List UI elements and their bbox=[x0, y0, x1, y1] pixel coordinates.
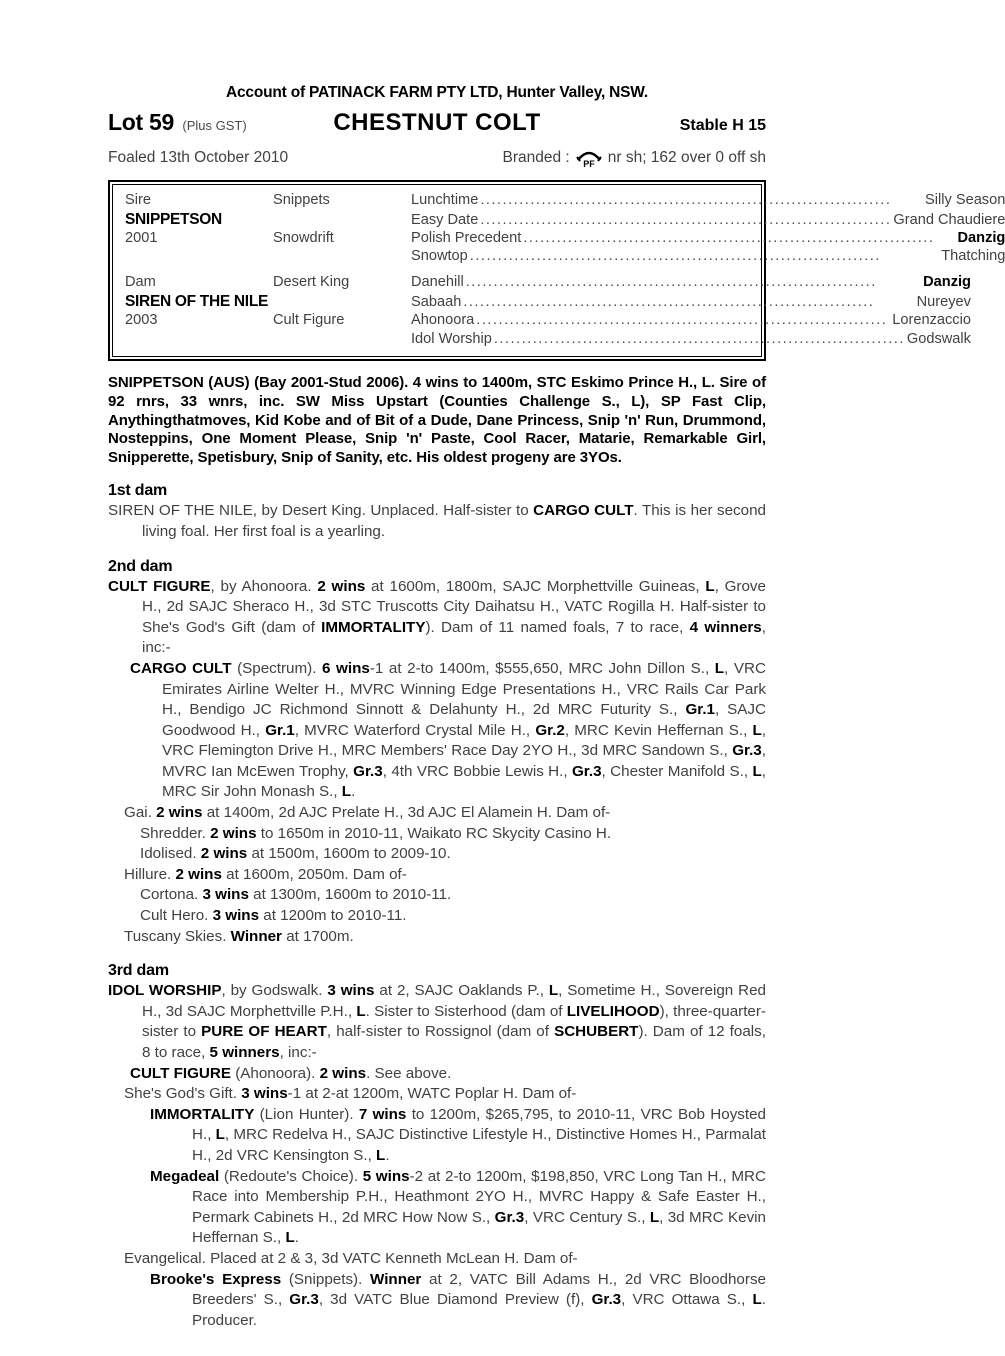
great-grandsire-name: Lorenzaccio bbox=[892, 311, 971, 328]
pedigree-parent-name: Snippets bbox=[273, 192, 330, 208]
svg-text:PF: PF bbox=[582, 159, 595, 169]
bold-text-run: SNIPPETSON (AUS) (Bay 2001-Stud 2006). 4 wins to 1400m, STC Eskimo Prince H., L. Sire of 92 rnrs, 33 wnrs, inc. SW Miss Upstart (Counties Challenge S., L), SP Fast Clip, Anythingthatmoves, Kid Kobe and of Bit of a Dude, Dane Princess, Snip 'n' Run, Drummond, Nosteppins, One Moment Please, Snip 'n' Paste, Cool Racer, Matarie, Remarkable Girl, Snipperette, Spetisbury, Snip of Sanity, etc. His oldest progeny are 3YOs. bbox=[108, 374, 766, 466]
text-run: , by Godswalk. bbox=[221, 982, 328, 1000]
pedigree-text-paragraph bbox=[108, 1084, 766, 1105]
pedigree-ancestor-line bbox=[411, 212, 1005, 228]
text-run: at 1700m. bbox=[281, 927, 354, 945]
text-run: , Chester Manifold S., bbox=[601, 762, 753, 780]
bold-text-run: L bbox=[649, 1208, 660, 1226]
bold-text-run: L bbox=[752, 721, 762, 739]
pedigree-text-paragraph bbox=[108, 577, 766, 659]
text-run: at 1400m, 2d AJC Prelate H., 3d AJC El Alamein H. Dam of- bbox=[202, 804, 611, 822]
text-run: Hillure. bbox=[124, 865, 176, 883]
great-grandsire-name: Silly Season bbox=[925, 192, 1005, 208]
pedigree-parent-name: Desert King bbox=[273, 274, 350, 291]
pedigree-ancestor-line bbox=[411, 294, 971, 310]
text-run: , MRC Sir John Monash S., bbox=[162, 762, 766, 801]
text-run: to 1650m in 2010-11, Waikato RC Skycity Casino H. bbox=[256, 824, 612, 842]
branded-group bbox=[503, 146, 766, 170]
foaled-date: Foaled 13th October 2010 bbox=[108, 149, 289, 166]
text-run: (Spectrum). bbox=[231, 659, 323, 677]
pedigree-ancestor-line bbox=[411, 192, 1005, 208]
pedigree-block-sire bbox=[125, 192, 1005, 267]
text-run: , 3d MRC Kevin Heffernan S., bbox=[192, 1208, 766, 1247]
bold-text-run: Gr.3 bbox=[289, 1291, 319, 1309]
great-grandsire-name: Godswalk bbox=[906, 330, 971, 347]
foaled-branded-row bbox=[108, 146, 766, 170]
grandsire-name: Idol Worship bbox=[411, 330, 492, 347]
pedigree-parent-name: Cult Figure bbox=[273, 311, 345, 328]
bold-text-run: L bbox=[548, 982, 559, 1000]
grandsire-name: Sabaah bbox=[411, 293, 462, 310]
branded-label: Branded : bbox=[502, 149, 570, 166]
text-run: Tuscany Skies. bbox=[124, 927, 231, 945]
bold-text-run: Gr.3 bbox=[353, 762, 383, 780]
pedigree-text-paragraph bbox=[108, 906, 766, 927]
text-run: Cult Hero. bbox=[140, 907, 213, 925]
bold-text-run: 2 wins bbox=[200, 845, 248, 863]
text-run: , VRC Flemington Drive H., MRC Members' Race Day 2YO H., 3d MRC Sandown S., bbox=[162, 721, 767, 760]
pedigree-text-paragraph bbox=[108, 501, 766, 542]
sire-summary-paragraph bbox=[108, 374, 766, 467]
great-grandsire-name: Thatching bbox=[941, 248, 1005, 265]
bold-text-run: Gr.2 bbox=[535, 721, 565, 739]
bold-text-run: L bbox=[356, 1002, 366, 1020]
stable-number: Stable H 15 bbox=[679, 117, 766, 134]
grandsire-name: Lunchtime bbox=[411, 192, 479, 208]
grandsire-name: Polish Precedent bbox=[411, 229, 522, 246]
bold-text-run: SCHUBERT bbox=[554, 1023, 639, 1041]
account-line: Account of PATINACK FARM PTY LTD, Hunter Valley, NSW. bbox=[226, 84, 648, 101]
text-run: Shredder. bbox=[140, 824, 211, 842]
bold-text-run: Winner bbox=[230, 927, 282, 945]
pedigree-role-label: Dam bbox=[125, 274, 156, 291]
bold-text-run: Gr.1 bbox=[265, 721, 295, 739]
bold-text-run: 7 wins bbox=[358, 1105, 407, 1123]
pedigree-text-paragraph bbox=[108, 1105, 766, 1167]
bold-text-run: Winner bbox=[370, 1270, 422, 1288]
pedigree-text-paragraph bbox=[108, 1064, 766, 1085]
pedigree-ancestor-line bbox=[411, 331, 971, 347]
section-heading-second-dam: 2nd dam bbox=[108, 557, 173, 575]
text-run: , VRC Century S., bbox=[524, 1208, 650, 1226]
bold-text-run: L bbox=[714, 659, 725, 677]
pedigree-text-paragraph bbox=[108, 885, 766, 906]
bold-text-run: 2 wins bbox=[317, 577, 366, 595]
bold-text-run: 2 wins bbox=[156, 804, 203, 822]
pedigree-year: 2001 bbox=[125, 229, 158, 246]
text-run: . This is her second living foal. Her first foal is a yearling. bbox=[142, 502, 766, 540]
bold-text-run: 5 wins bbox=[362, 1167, 410, 1185]
pedigree-text-paragraph bbox=[108, 927, 766, 948]
text-run: Gai. bbox=[124, 804, 157, 822]
text-run: at 1300m, 1600m to 2010-11. bbox=[248, 886, 452, 904]
pedigree-text-paragraph bbox=[108, 844, 766, 865]
text-run: , MRC Kevin Heffernan S., bbox=[564, 721, 753, 739]
dot-leader bbox=[470, 248, 939, 264]
bold-text-run: Brooke's Express bbox=[150, 1270, 282, 1288]
section-heading-third-dam: 3rd dam bbox=[108, 962, 169, 980]
text-run: (Lion Hunter). bbox=[254, 1105, 359, 1123]
dam-sections bbox=[108, 482, 766, 1331]
lot-header-row bbox=[108, 109, 766, 137]
text-run: (Redoute's Choice). bbox=[219, 1167, 363, 1185]
pedigree-table bbox=[108, 180, 1005, 361]
bold-text-run: 5 winners bbox=[209, 1044, 280, 1061]
dot-leader bbox=[523, 230, 955, 246]
bold-text-run: CARGO CULT bbox=[533, 502, 634, 520]
text-run: -2 at 2-to 1200m, $198,850, VRC Long Tan H., MRC Race into Membership P.H., Heathmont 2YO H., MVRC Happy & Safe Easter H., Permark Cabinets H., 2d MRC How Now S., bbox=[192, 1167, 766, 1226]
bold-text-run: L bbox=[376, 1146, 386, 1164]
text-run: (Ahonoora). bbox=[230, 1064, 320, 1082]
text-run: at 1600m, 1800m, SAJC Morphettville Guineas, bbox=[365, 577, 706, 595]
pedigree-horse-name: SNIPPETSON bbox=[125, 210, 222, 228]
text-run: SIREN OF THE NILE, by Desert King. Unplaced. Half-sister to bbox=[108, 502, 534, 520]
dot-leader bbox=[480, 192, 923, 208]
bold-text-run: Gr.3 bbox=[571, 762, 602, 780]
pedigree-text-paragraph bbox=[108, 659, 766, 803]
section-heading-first-dam: 1st dam bbox=[108, 482, 168, 500]
bold-text-run: IMMORTALITY bbox=[321, 618, 426, 636]
bold-text-run: 4 winners bbox=[689, 618, 762, 636]
dot-leader bbox=[466, 274, 921, 290]
bold-text-run: 2 wins bbox=[175, 865, 222, 883]
bold-text-run: 3 wins bbox=[212, 907, 260, 925]
text-run: at 1200m to 2010-11. bbox=[259, 907, 407, 925]
bold-text-run: L bbox=[705, 577, 715, 595]
text-run: , MVRC Waterford Crystal Mile H., bbox=[294, 721, 536, 739]
bold-text-run: IDOL WORSHIP bbox=[108, 982, 222, 1000]
bold-text-run: 6 wins bbox=[322, 659, 370, 677]
text-run: She's God's Gift. bbox=[124, 1085, 242, 1103]
text-run: at 1500m, 1600m to 2009-10. bbox=[247, 845, 451, 863]
bold-text-run: 2 wins bbox=[210, 824, 257, 842]
pedigree-ancestor-line bbox=[411, 248, 1005, 264]
bold-text-run: PURE OF HEART bbox=[201, 1023, 327, 1041]
text-run: , inc:- bbox=[279, 1044, 317, 1061]
text-run: . Producer. bbox=[192, 1291, 766, 1329]
text-run: ). Dam of 12 foals, 8 to race, bbox=[142, 1023, 766, 1061]
text-run: to 1200m, $265,795, to 2010-11, VRC Bob Hoysted H., bbox=[192, 1105, 766, 1144]
bold-text-run: CULT FIGURE bbox=[130, 1064, 231, 1082]
bold-text-run: 2 wins bbox=[319, 1064, 367, 1082]
patinack-brand-icon bbox=[575, 146, 603, 170]
pedigree-text-paragraph bbox=[108, 865, 766, 886]
text-run: , 3d VATC Blue Diamond Preview (f), bbox=[318, 1291, 592, 1309]
bold-text-run: CULT FIGURE bbox=[108, 577, 211, 595]
text-run: -1 at 2-to 1400m, $555,650, MRC John Dillon S., bbox=[369, 659, 715, 677]
bold-text-run: Gr.3 bbox=[591, 1291, 622, 1309]
horse-description-title: CHESTNUT COLT bbox=[333, 109, 541, 136]
catalogue-page bbox=[108, 84, 1005, 1331]
grandsire-name: Ahonoora bbox=[411, 311, 475, 328]
text-run: ). Dam of 11 named foals, 7 to race, bbox=[425, 618, 690, 636]
pedigree-text-paragraph bbox=[108, 1167, 766, 1249]
pedigree-block-dam bbox=[125, 274, 971, 349]
text-run: at 2, VATC Bill Adams H., 2d VRC Bloodhorse Breeders' S., bbox=[192, 1270, 766, 1309]
text-run: , MRC Redelva H., SAJC Distinctive Lifestyle H., Distinctive Homes H., Parmalat H., 2d VRC Kensington S., bbox=[192, 1126, 766, 1164]
great-grandsire-name: Nureyev bbox=[916, 293, 971, 310]
bold-text-run: L bbox=[285, 1229, 295, 1247]
text-run: . bbox=[385, 1146, 390, 1164]
text-run: ), three-quarter-sister to bbox=[142, 1002, 766, 1041]
pedigree-text-paragraph bbox=[108, 1270, 766, 1332]
pedigree-text-paragraph bbox=[108, 981, 766, 1063]
bold-text-run: L bbox=[752, 762, 762, 780]
branded-details: nr sh; 162 over 0 off sh bbox=[607, 149, 766, 166]
pedigree-text-paragraph bbox=[108, 803, 766, 824]
bold-text-run: 3 wins bbox=[327, 982, 375, 1000]
bold-text-run: LIVELIHOOD bbox=[566, 1002, 660, 1020]
pedigree-year: 2003 bbox=[125, 311, 158, 328]
pedigree-horse-name: SIREN OF THE NILE bbox=[125, 292, 269, 310]
text-run: , inc:- bbox=[142, 618, 766, 657]
text-run: . bbox=[351, 783, 356, 801]
pedigree-role-label: Sire bbox=[125, 192, 151, 208]
text-run: , MVRC Ian McEwen Trophy, bbox=[162, 742, 766, 780]
lot-number-group bbox=[108, 109, 333, 136]
text-run: at 1600m, 2050m. Dam of- bbox=[221, 865, 407, 883]
pedigree-text-paragraph bbox=[108, 1249, 766, 1270]
text-run: . bbox=[294, 1229, 299, 1247]
text-run: , SAJC Goodwood H., bbox=[162, 701, 766, 739]
text-run: , 4th VRC Bobbie Lewis H., bbox=[382, 762, 572, 780]
bold-text-run: 3 wins bbox=[241, 1085, 288, 1103]
pedigree-text-paragraph bbox=[108, 824, 766, 845]
bold-text-run: Gr.1 bbox=[685, 701, 715, 719]
lot-number: Lot 59 bbox=[108, 109, 174, 135]
text-run: , VRC Ottawa S., bbox=[621, 1291, 753, 1309]
pedigree-parent-name: Snowdrift bbox=[273, 229, 334, 246]
text-run: , Sometime H., Sovereign Red H., 3d SAJC Morphettville P.H., bbox=[142, 982, 766, 1020]
text-run: . Sister to Sisterhood (dam of bbox=[365, 1002, 567, 1020]
text-run: (Snippets). bbox=[281, 1270, 370, 1288]
pedigree-ancestor-line bbox=[411, 230, 1005, 246]
text-run: -1 at 2-at 1200m, WATC Poplar H. Dam of- bbox=[287, 1085, 577, 1103]
bold-text-run: Gr.3 bbox=[732, 742, 762, 760]
bold-text-run: L bbox=[341, 783, 352, 801]
text-run: at 2, SAJC Oaklands P., bbox=[374, 982, 549, 1000]
dot-leader bbox=[463, 294, 914, 310]
grandsire-name: Easy Date bbox=[411, 211, 479, 228]
text-run: . See above. bbox=[366, 1064, 452, 1082]
bold-text-run: Gr.3 bbox=[494, 1208, 525, 1226]
bold-text-run: L bbox=[215, 1126, 225, 1144]
text-run: , half-sister to Rossignol (dam of bbox=[326, 1023, 555, 1041]
bold-text-run: CARGO CULT bbox=[130, 659, 232, 677]
great-grandsire-name: Danzig bbox=[923, 274, 971, 291]
bold-text-run: L bbox=[752, 1291, 762, 1309]
grandsire-name: Danehill bbox=[411, 274, 464, 291]
bold-text-run: IMMORTALITY bbox=[150, 1105, 255, 1123]
text-run: Cortona. bbox=[140, 886, 203, 904]
dot-leader bbox=[494, 331, 905, 347]
bold-text-run: 3 wins bbox=[202, 886, 249, 904]
grandsire-name: Snowtop bbox=[411, 248, 468, 265]
dot-leader bbox=[480, 212, 891, 228]
text-run: Idolised. bbox=[140, 845, 201, 863]
text-run: , by Ahonoora. bbox=[210, 577, 318, 595]
text-run: , Grove H., 2d SAJC Sheraco H., 3d STC Truscotts City Daihatsu H., VATC Rogilla H. Half-sister to She's God's Gift (dam of bbox=[142, 577, 766, 636]
great-grandsire-name: Danzig bbox=[957, 229, 1005, 246]
gst-note: (Plus GST) bbox=[182, 118, 247, 133]
pedigree-ancestor-line bbox=[411, 312, 971, 328]
dot-leader bbox=[476, 312, 890, 328]
pedigree-table-body bbox=[112, 184, 1005, 357]
text-run: Evangelical. Placed at 2 & 3, 3d VATC Kenneth McLean H. Dam of- bbox=[124, 1249, 578, 1267]
text-run: , VRC Emirates Airline Welter H., MVRC Winning Edge Presentations H., VRC Rails Car Park H., Bendigo JC Richmond Sinnott & Delahunty H., 2d MRC Futurity S., bbox=[162, 659, 766, 719]
bold-text-run: Megadeal bbox=[150, 1167, 220, 1185]
pedigree-ancestor-line bbox=[411, 274, 971, 290]
great-grandsire-name: Grand Chaudiere bbox=[893, 211, 1005, 228]
